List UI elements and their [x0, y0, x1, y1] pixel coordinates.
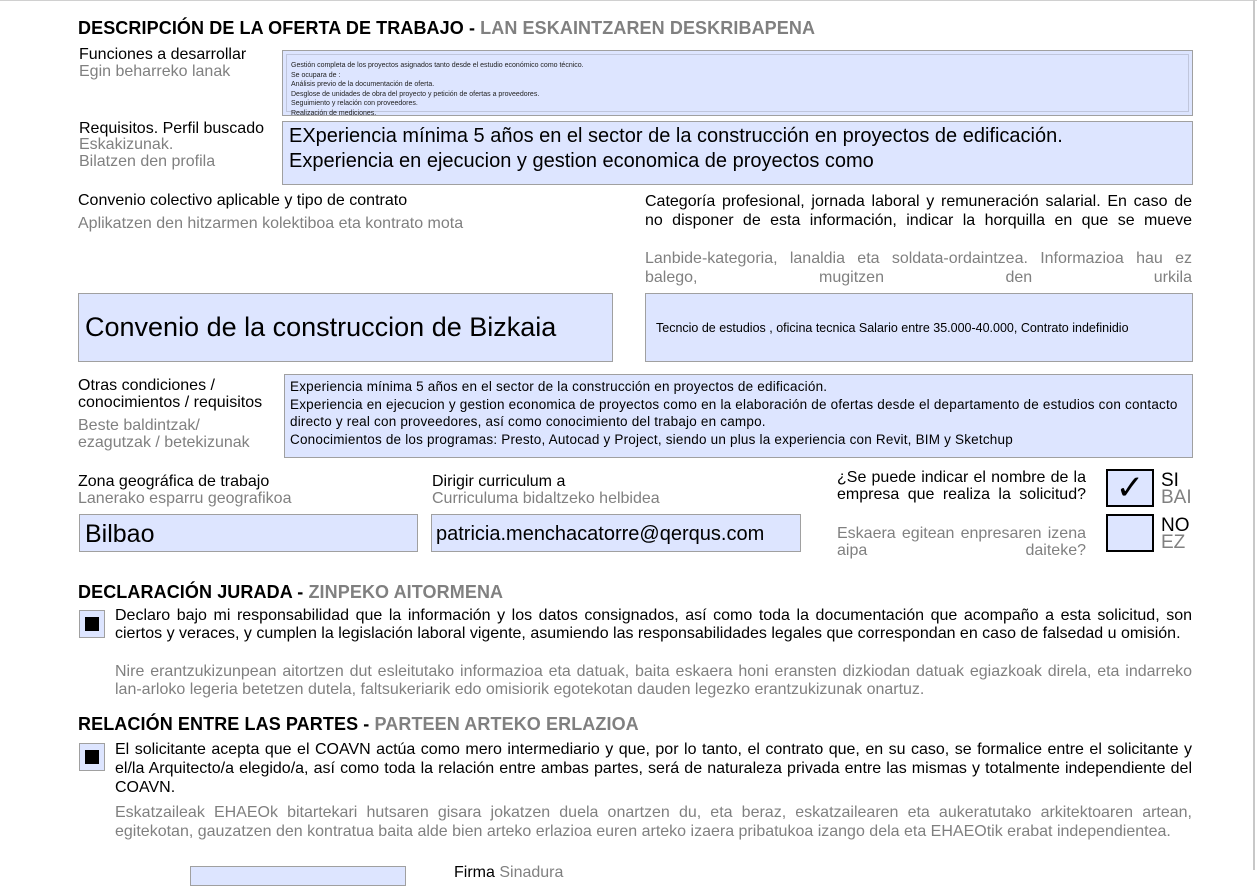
otras-label-1: Otras condiciones / — [78, 377, 215, 394]
categoria-label: Categoría profesional, jornada laboral y remuneración salarial. En caso de no disponer de esta información, indicar la horquilla en que se mueve — [645, 193, 1192, 229]
no-checkbox[interactable] — [1106, 514, 1154, 552]
relacion-text-eu: Eskatzaileak EHAEOk bitartekari hutsaren gisara jokatzen duela onartzen du, eta beraz, eskatzailearen eta aukeratutako arkitektoaren artean, egitekotan, gauzatzen den kontratua baita alde bien arteko erlazioa euren arteko izaera pribatukoa izango dela eta EHAEOtik erabat independientea. — [115, 804, 1192, 840]
si-label: SI — [1161, 470, 1179, 491]
zona-label: Zona geográfica de trabajo — [78, 473, 270, 490]
requisitos-label-eu-2: Bilatzen den profila — [79, 153, 216, 170]
nombre-empresa-question: ¿Se puede indicar el nombre de la empresa que realiza la solicitud? — [837, 469, 1086, 503]
convenio-value: Convenio de la construccion de Bizkaia — [85, 312, 557, 342]
check-icon: ✓ — [1115, 468, 1145, 508]
relacion-text: El solicitante acepta que el COAVN actúa como mero intermediario y que, por lo tanto, el contrato que, en su caso, se formalice entre el solicitante y el/la Arquitecto/a elegido/a, así como toda la relación entre ambas partes, será de naturaleza privada entre las mismas y totalmente independiente del COAVN. — [115, 741, 1192, 796]
convenio-field[interactable] — [78, 293, 613, 362]
declaracion-checkbox[interactable] — [79, 610, 105, 638]
relacion-title-es: RELACIÓN ENTRE LAS PARTES - — [78, 714, 375, 734]
declaracion-text-eu: Nire erantzukizunpean aitortzen dut esleitutako informazioa eta datuak, baita eskaera honi eransten dizkiodan datuak egiazkoak direla, eta indarreko lan-arloko legeria betetzen dutela, faltsukeriarik edo omisiorik egotekotan dauden legezko erantzukizunak onartuz. — [115, 663, 1192, 698]
declaracion-text: Declaro bajo mi responsabilidad que la información y los datos consignados, así como toda la documentación que acompaño a esta solicitud, son ciertos y veraces, y cumplen la legislación laboral vigente, asumiendo las responsabilidades legales que correspondan en caso de falsedad u omisión. — [115, 607, 1192, 642]
convenio-label: Convenio colectivo aplicable y tipo de contrato — [78, 192, 408, 209]
otras-value: Experiencia mínima 5 años en el sector de la construcción en proyectos de edificación. Experiencia en ejecucion y gestion economica de proyectos como en la elaboración de ofertas desde el departamento de estudios con contacto directo y real con proveedores, así como conocimiento del trabajo en campo. Conocimientos de los programas: Presto, Autocad y Project, siendo un plus la experiencia con Revit, BIM y Sketchup — [290, 379, 1178, 447]
funciones-label: Funciones a desarrollar — [79, 46, 247, 63]
zona-label-eu: Lanerako esparru geografikoa — [78, 490, 292, 507]
declaracion-title-es: DECLARACIÓN JURADA - — [78, 582, 309, 602]
funciones-value: Gestión completa de los proyectos asignados tanto desde el estudio económico como técnico. Se ocupara de : Análisis previo de la documentación de oferta. Desglose de unidades de obra del proyecto y petición de ofertas a proveedores. Seguimiento y relación con proveedores. Realización de mediciones. — [291, 62, 584, 117]
requisitos-label-eu-1: Eskakizunak. — [79, 136, 174, 153]
no-label-eu: EZ — [1161, 532, 1186, 553]
curriculum-value: patricia.menchacatorre@qerqus.com — [436, 523, 765, 545]
firma-label-es: Firma — [454, 864, 495, 881]
zona-value: Bilbao — [85, 520, 155, 548]
section-title-oferta — [78, 18, 815, 39]
otras-field[interactable] — [284, 374, 1193, 458]
firma-field[interactable] — [190, 866, 406, 886]
section-title-declaracion — [78, 582, 503, 603]
firma-label-eu: Sinadura — [499, 864, 564, 881]
categoria-label-eu: Lanbide-kategoria, lanaldia eta soldata-ordaintzea. Informazioa hau ez balego, mugitzen den urkila — [645, 250, 1192, 286]
si-label-eu: BAI — [1161, 487, 1192, 508]
categoria-field[interactable] — [645, 293, 1193, 362]
requisitos-label: Requisitos. Perfil buscado — [79, 120, 264, 137]
funciones-label-eu: Egin beharreko lanak — [79, 63, 231, 80]
funciones-field[interactable] — [282, 50, 1193, 116]
relacion-title-eu: PARTEEN ARTEKO ERLAZIOA — [374, 714, 639, 734]
requisitos-field[interactable] — [282, 121, 1193, 185]
nombre-empresa-question-eu: Eskaera egitean enpresaren izena aipa daiteke? — [837, 525, 1086, 559]
otras-label-2: conocimientos / requisitos — [78, 394, 263, 411]
declaracion-title-eu: ZINPEKO AITORMENA — [308, 582, 504, 602]
page-right-edge — [1253, 0, 1255, 870]
relacion-checkbox[interactable] — [79, 743, 105, 771]
curriculum-label-eu: Curriculuma bidaltzeko helbidea — [432, 490, 660, 507]
firma-label — [454, 864, 563, 881]
curriculum-label: Dirigir curriculum a — [432, 473, 566, 490]
page-top-edge — [0, 0, 1257, 1]
si-checkbox[interactable] — [1106, 469, 1154, 507]
section-title-es: DESCRIPCIÓN DE LA OFERTA DE TRABAJO - — [78, 18, 481, 38]
section-title-eu: LAN ESKAINTZAREN DESKRIBAPENA — [480, 18, 816, 38]
categoria-value: Tecncio de estudios , oficina tecnica Salario entre 35.000-40.000, Contrato indefinidio — [656, 321, 1129, 335]
zona-field[interactable] — [79, 514, 418, 552]
no-label: NO — [1161, 515, 1190, 536]
otras-label-eu-2: ezagutzak / betekizunak — [78, 434, 250, 451]
checked-square-icon — [85, 750, 99, 764]
otras-label-eu-1: Beste baldintzak/ — [78, 417, 200, 434]
curriculum-field[interactable] — [431, 514, 801, 552]
requisitos-value: EXperiencia mínima 5 años en el sector de la construcción en proyectos de edificación. Experiencia en ejecucion y gestion economica de proyectos como — [289, 125, 1063, 172]
section-title-relacion — [78, 714, 639, 735]
convenio-label-eu: Aplikatzen den hitzarmen kolektiboa eta kontrato mota — [78, 215, 464, 232]
checked-square-icon — [85, 617, 99, 631]
